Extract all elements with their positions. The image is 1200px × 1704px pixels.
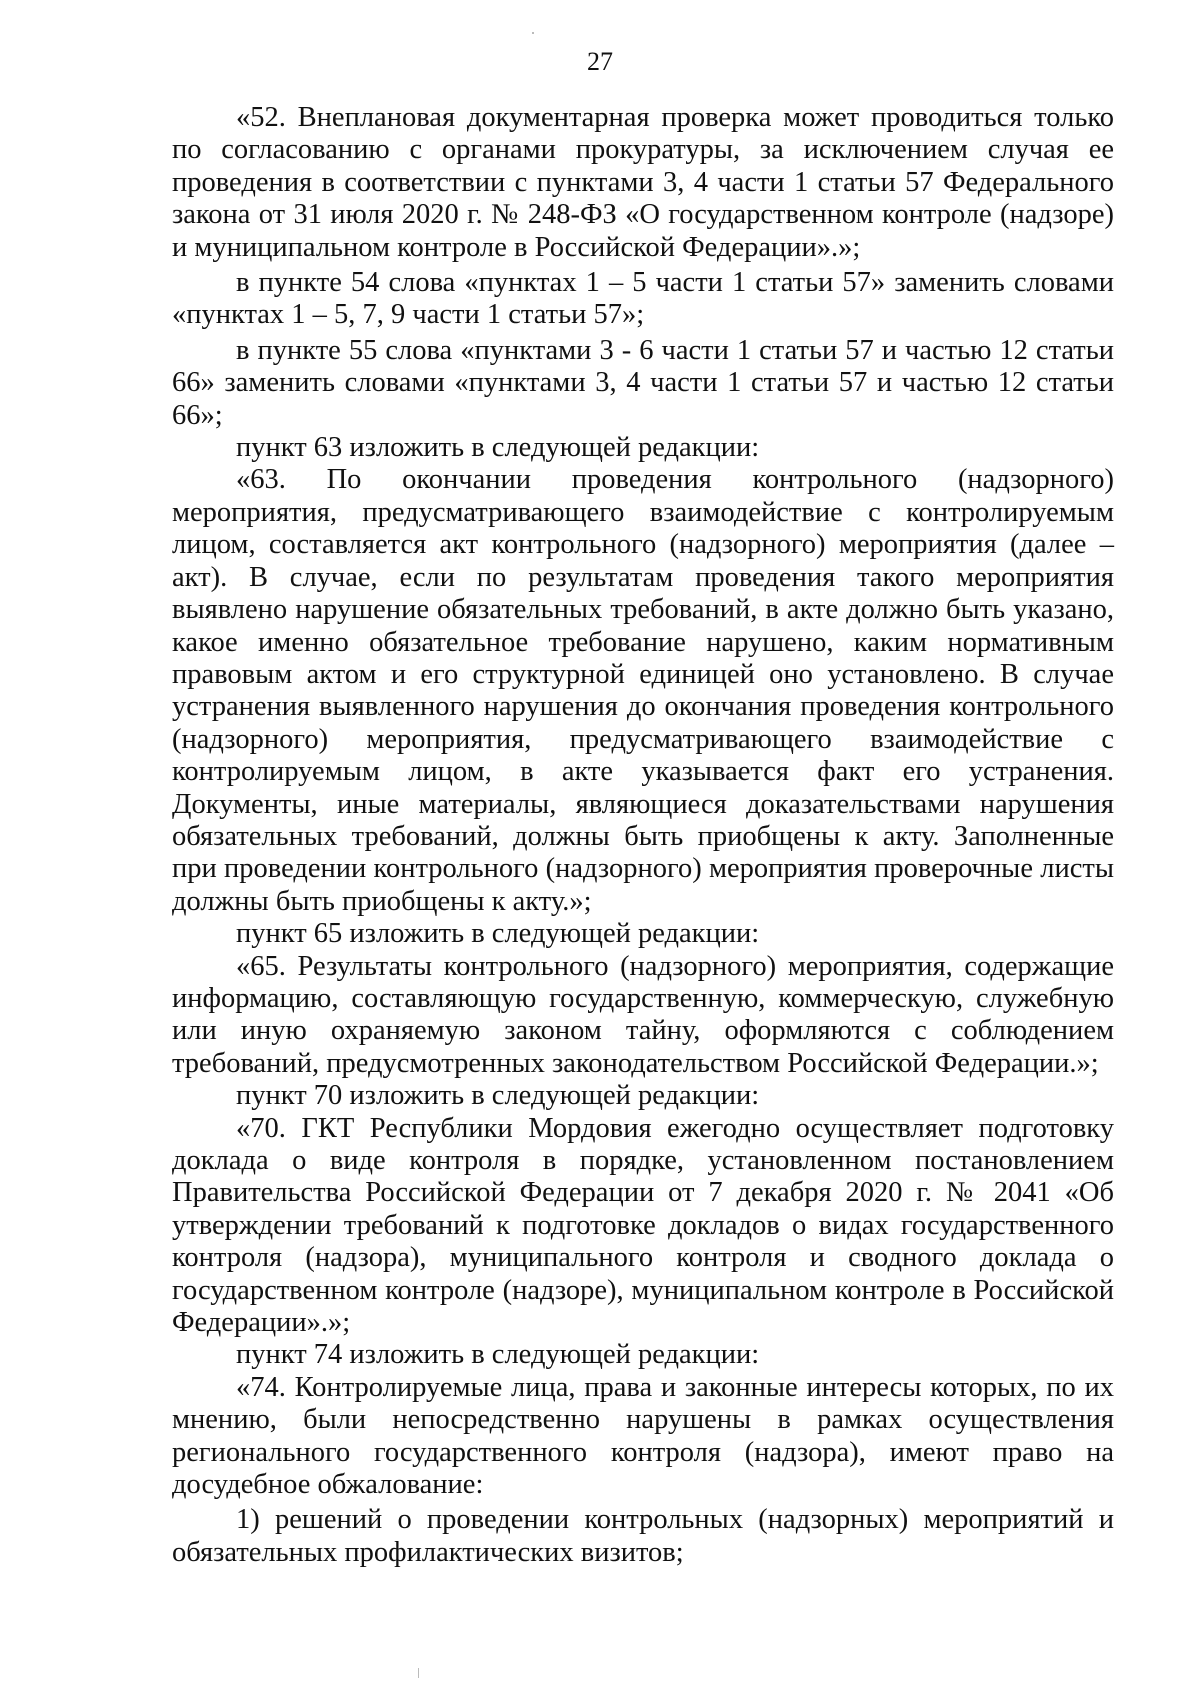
paragraph-point-54-amendment: в пункте 54 слова «пунктах 1 – 5 части 1 статьи 57» заменить словами «пунктах 1 – 5, 7, 9 части 1 статьи 57»; bbox=[172, 267, 1114, 331]
paragraph-point-63-intro: пункт 63 изложить в следующей редакции: bbox=[236, 432, 760, 464]
scan-speck bbox=[532, 32, 534, 34]
document-body bbox=[172, 102, 1114, 1569]
scan-speck bbox=[418, 1668, 419, 1678]
paragraph-63: «63. По окончании проведения контрольного (надзорного) мероприятия, предусматривающего взаимодействие с контролируемым лицом, составляется акт контрольного (надзорного) мероприятия (далее – акт). В случае, если по результатам проведения такого мероприятия выявлено нарушение обязательных требований, в акте должно быть указано, какое именно обязательное требование нарушено, каким нормативным правовым актом и его структурной единицей оно установлено. В случае устранения выявленного нарушения до окончания проведения контрольного (надзорного) мероприятия, предусматривающего взаимодействие с контролируемым лицом, в акте указывается факт его устранения. Документы, иные материалы, являющиеся доказательствами нарушения обязательных требований, должны быть приобщены к акту. Заполненные при проведении контрольного (надзорного) мероприятия проверочные листы должны быть приобщены к акту.»; bbox=[172, 464, 1114, 917]
paragraph-65: «65. Результаты контрольного (надзорного) мероприятия, содержащие информацию, составляющую государственную, коммерческую, служебную или иную охраняемую законом тайну, оформляются с соблюдением требований, предусмотренных законодательством Российской Федерации.»; bbox=[172, 950, 1114, 1079]
paragraph-74: «74. Контролируемые лица, права и законные интересы которых, по их мнению, были непосредственно нарушены в рамках осуществления регионального государственного контроля (надзора), имеют право на досудебное обжалование: bbox=[172, 1371, 1114, 1501]
paragraph-point-74-intro: пункт 74 изложить в следующей редакции: bbox=[236, 1339, 760, 1371]
paragraph-74-item-1: 1) решений о проведении контрольных (надзорных) мероприятий и обязательных профилактических визитов; bbox=[172, 1504, 1114, 1568]
paragraph-52: «52. Внеплановая документарная проверка может проводиться только по согласованию с органами прокуратуры, за исключением случая ее проведения в соответствии с пунктами 3, 4 части 1 статьи 57 Федерального закона от 31 июля 2020 г. № 248-ФЗ «О государственном контроле (надзоре) и муниципальном контроле в Российской Федерации».»; bbox=[172, 102, 1114, 263]
paragraph-point-70-intro: пункт 70 изложить в следующей редакции: bbox=[236, 1080, 760, 1112]
paragraph-point-55-amendment: в пункте 55 слова «пунктами 3 - 6 части 1 статьи 57 и частью 12 статьи 66» заменить словами «пунктами 3, 4 части 1 статьи 57 и частью 12 статьи 66»; bbox=[172, 334, 1114, 431]
paragraph-point-65-intro: пункт 65 изложить в следующей редакции: bbox=[236, 918, 760, 950]
page-number: 27 bbox=[587, 47, 613, 76]
paragraph-70: «70. ГКТ Республики Мордовия ежегодно осуществляет подготовку доклада о виде контроля в порядке, установленном постановлением Правительства Российской Федерации от 7 декабря 2020 г. № 2041 «Об утверждении требований к подготовке докладов о видах государственного контроля (надзора), муниципального контроля и сводного доклада о государственном контроле (надзоре), муниципальном контроле в Российской Федерации».»; bbox=[172, 1112, 1114, 1339]
